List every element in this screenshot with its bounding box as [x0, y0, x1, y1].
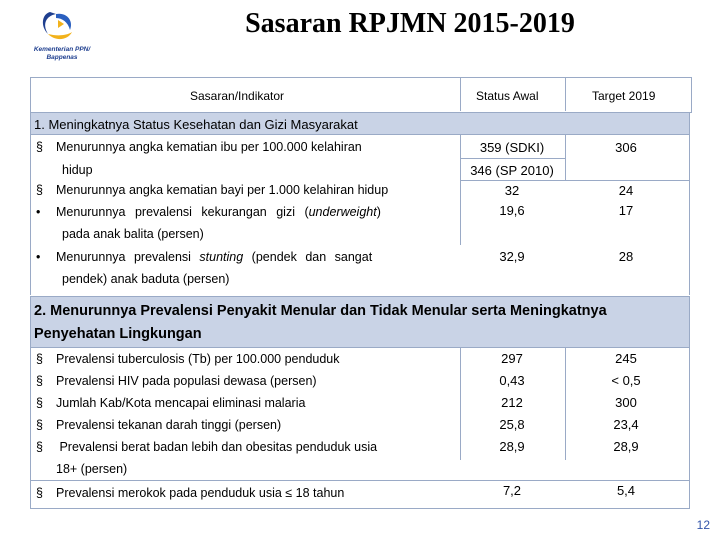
row-bullet: §: [36, 486, 43, 500]
table-row: [36, 418, 281, 432]
row-text: Menurunnya prevalensi: [56, 250, 200, 264]
header-divider: [565, 77, 566, 111]
table-border: [30, 348, 31, 508]
row-text: Menurunnya prevalensi kekurangan gizi (: [56, 205, 309, 219]
table-border: [689, 348, 690, 508]
table-row: [36, 486, 344, 500]
target-value: 28,9: [613, 439, 639, 454]
target-value: < 0,5: [611, 373, 641, 388]
logo-line-1: Kementerian PPN/: [33, 46, 91, 53]
header-divider: [460, 77, 461, 111]
page-title: Sasaran RPJMN 2015-2019: [245, 8, 575, 39]
row-text: Prevalensi tuberculosis (Tb) per 100.000 penduduk: [56, 352, 340, 366]
table-border: [30, 135, 31, 295]
row-text-cont: pada anak balita (persen): [62, 227, 204, 241]
status-value: 346 (SP 2010): [470, 163, 554, 178]
target-value: 23,4: [613, 417, 639, 432]
row-text: Prevalensi berat badan lebih dan obesitas penduduk usia: [56, 440, 378, 454]
logo-line-2: Bappenas: [46, 54, 78, 61]
target-value: 24: [618, 183, 634, 198]
row-bullet: §: [36, 440, 43, 454]
row-text: Jumlah Kab/Kota mencapai eliminasi malaria: [56, 396, 306, 410]
table-row: [36, 250, 372, 264]
status-value: 32: [504, 183, 520, 198]
status-value: 7,2: [502, 483, 522, 498]
table-border: [689, 135, 690, 295]
row-bullet: §: [36, 352, 43, 366]
header-indicator: Sasaran/Indikator: [190, 89, 285, 103]
section-2-label-line-2: Penyehatan Lingkungan: [34, 326, 202, 342]
target-value: 300: [615, 395, 637, 410]
status-value: 359 (SDKI): [479, 140, 545, 155]
row-text: Prevalensi HIV pada populasi dewasa (persen): [56, 374, 317, 388]
table-border: [460, 180, 690, 181]
table-row: [36, 352, 340, 366]
row-text-italic: stunting: [199, 250, 244, 264]
target-value: 245: [615, 351, 637, 366]
target-value: 17: [618, 203, 634, 218]
target-value: 5,4: [616, 483, 636, 498]
row-text-cont: hidup: [62, 163, 93, 177]
row-bullet: §: [36, 418, 43, 432]
row-bullet: §: [36, 396, 43, 410]
row-text: Menurunnya angka kematian bayi per 1.000 kelahiran hidup: [56, 183, 389, 197]
table-row: [36, 140, 362, 154]
status-value: 212: [501, 395, 523, 410]
row-bullet: •: [36, 205, 41, 219]
row-text: Prevalensi tekanan darah tinggi (persen): [56, 418, 282, 432]
row-text-cont: 18+ (persen): [56, 462, 128, 476]
section-2-label-line-1: 2. Menurunnya Prevalensi Penyakit Menular dan Tidak Menular serta Meningkatnya: [34, 303, 607, 319]
table-row: [36, 374, 317, 388]
table-row: [36, 205, 381, 219]
row-text-italic: underweight: [308, 205, 377, 219]
status-value: 0,43: [499, 373, 525, 388]
status-value: 28,9: [499, 439, 525, 454]
table-border: [30, 508, 690, 509]
row-bullet: §: [36, 183, 43, 197]
header-target: Target 2019: [592, 89, 656, 103]
page-number: 12: [696, 518, 710, 532]
row-bullet: •: [36, 250, 41, 264]
table-row: [36, 396, 305, 410]
row-text-end: ): [376, 205, 381, 219]
table-border: [30, 480, 690, 481]
row-text: Prevalensi merokok pada penduduk usia ≤ 18 tahun: [56, 486, 345, 500]
table-row: [36, 440, 377, 454]
header-status: Status Awal: [476, 89, 539, 103]
target-value: 28: [618, 249, 634, 264]
target-value: 306: [615, 140, 637, 155]
row-text: Menurunnya angka kematian ibu per 100.000 kelahiran: [56, 140, 362, 154]
table-row: [36, 183, 388, 197]
row-text-cont: pendek) anak baduta (persen): [62, 272, 230, 286]
section-1-label: 1. Meningkatnya Status Kesehatan dan Gizi Masyarakat: [34, 117, 358, 132]
status-value: 32,9: [499, 249, 525, 264]
status-value: 297: [501, 351, 523, 366]
status-value: 25,8: [499, 417, 525, 432]
row-bullet: §: [36, 140, 43, 154]
table-border: [460, 158, 566, 159]
row-text-end: (pendek dan sangat: [243, 250, 373, 264]
status-value: 19,6: [499, 203, 525, 218]
row-bullet: §: [36, 374, 43, 388]
